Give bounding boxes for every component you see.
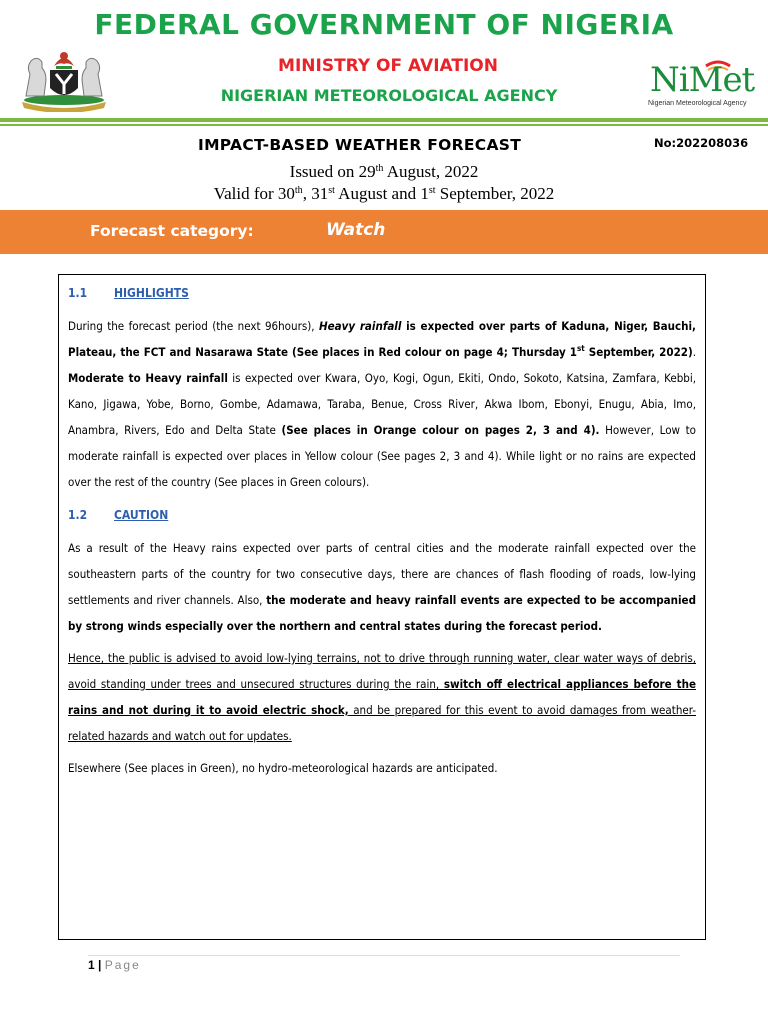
page-number: 1	[88, 958, 95, 972]
validity-period: Valid for 30th, 31st August and 1st September, 2022	[213, 184, 555, 203]
issue-info	[0, 161, 768, 205]
page-footer	[88, 958, 141, 972]
elsewhere-paragraph: Elsewhere (See places in Green), no hydro-meteorological hazards are anticipated.	[68, 761, 498, 775]
caution-paragraph: As a result of the Heavy rains expected over parts of central cities and the moderate rainfall expected over the southeastern parts of the country for two consecutive days, there are chances of flash flooding of roads, low-lying settlements and river channels. Also, the moderate and heavy rainfall events are expected to be accompanied by strong winds especially over the northern and central states during the forecast period.	[68, 541, 696, 633]
caution-heading: 1.2 CAUTION	[68, 508, 169, 522]
forecast-content-box	[58, 274, 706, 940]
document-title: IMPACT-BASED WEATHER FORECAST	[198, 136, 522, 154]
forecast-category-value: Watch	[326, 220, 386, 240]
page-label: Page	[104, 958, 141, 972]
ministry-title: MINISTRY OF AVIATION	[278, 56, 498, 76]
highlights-heading: 1.1 HIGHLIGHTS	[68, 286, 189, 300]
forecast-category-banner	[0, 210, 768, 254]
issued-date: Issued on 29th August, 2022	[289, 162, 479, 181]
footer-divider	[88, 955, 680, 956]
page-separator: |	[98, 958, 102, 972]
agency-title: NIGERIAN METEOROLOGICAL AGENCY	[220, 86, 558, 105]
public-advisory-paragraph: Hence, the public is advised to avoid low-lying terrains, not to drive through running water, clear water ways of debris, avoid standing under trees and unsecured structures during the rain, switch off electrical appliances before the rains and not during it to avoid electric shock, and be prepared for this event to avoid damages from weather-related hazards and watch out for updates.	[68, 651, 696, 743]
coat-of-arms-logo	[12, 44, 116, 112]
document-number: No:202208036	[654, 136, 749, 150]
header-divider	[0, 118, 768, 122]
government-title: FEDERAL GOVERNMENT OF NIGERIA	[94, 8, 674, 41]
highlights-paragraph: During the forecast period (the next 96hours), Heavy rainfall is expected over parts of Kaduna, Niger, Bauchi, Plateau, the FCT and Nasarawa State (See places in Red colour on page 4; Thursday 1st September, 2022). Moderate to Heavy rainfall is expected over Kwara, Oyo, Kogi, Ogun, Ekiti, Ondo, Sokoto, Katsina, Zamfara, Kebbi, Kano, Jigawa, Yobe, Borno, Gombe, Adamawa, Taraba, Benue, Cross River, Akwa Ibom, Ebonyi, Enugu, Abia, Imo, Anambra, Rivers, Edo and Delta State (See places in Orange colour on pages 2, 3 and 4). However, Low to moderate rainfall is expected over places in Yellow colour (See pages 2, 3 and 4). While light or no rains are expected over the rest of the country (See places in Green colours).	[68, 319, 696, 489]
header-divider-thin	[0, 124, 768, 126]
nimet-logo-word: NiMet	[650, 60, 755, 100]
nimet-logo-tagline: Nigerian Meteorological Agency	[648, 100, 747, 107]
nimet-logo	[646, 60, 758, 112]
forecast-category-label: Forecast category:	[90, 222, 254, 240]
